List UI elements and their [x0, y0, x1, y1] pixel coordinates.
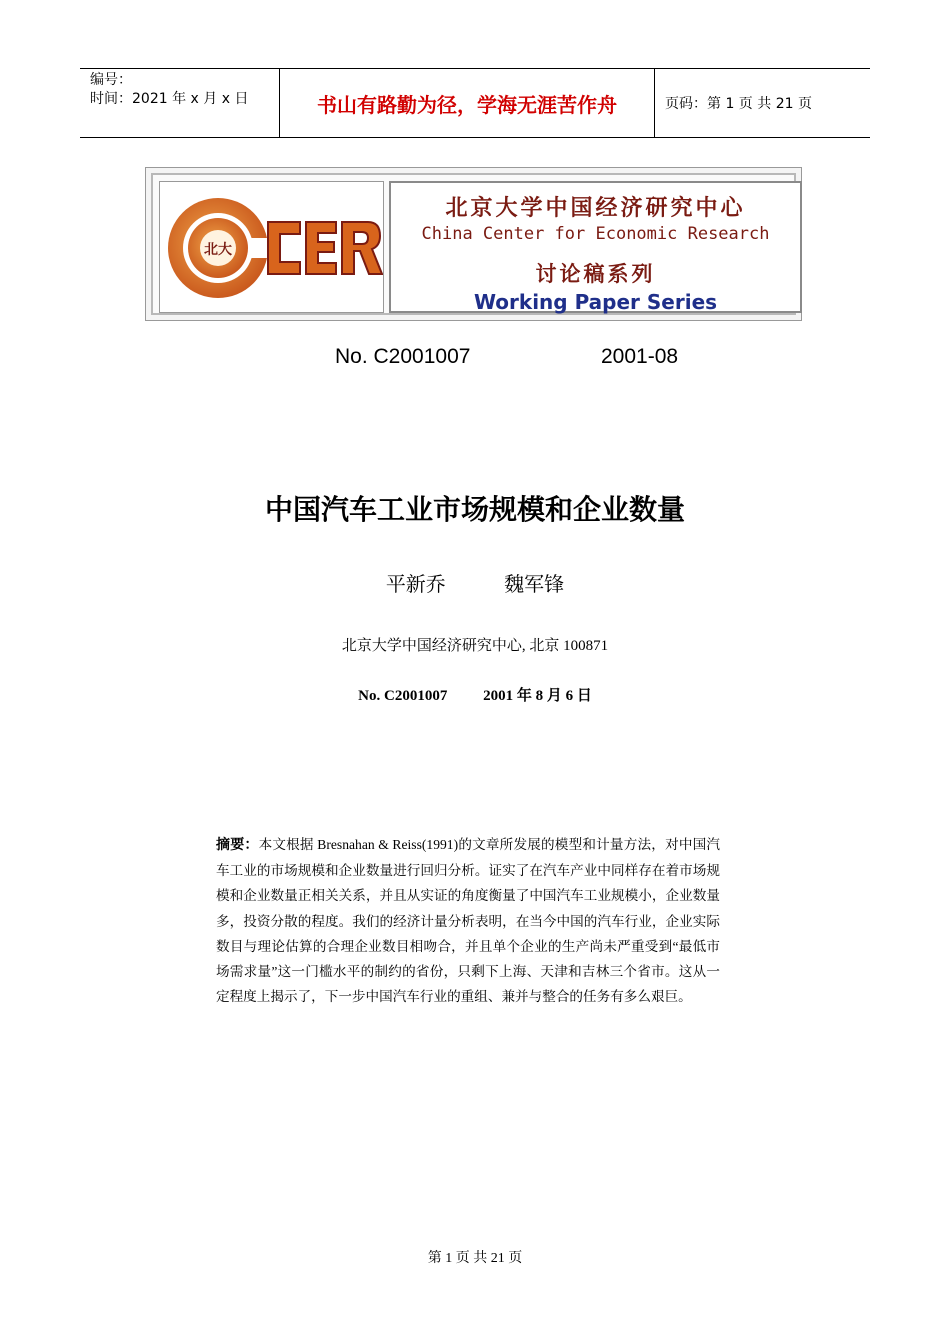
authors [0, 568, 950, 597]
center-name-en: China Center for Economic Research [421, 224, 770, 244]
abstract [216, 832, 720, 1009]
ccer-logo-graphic [160, 182, 383, 312]
author-2: 魏军锋 [504, 572, 565, 596]
banner-frame [151, 173, 796, 315]
seal-text: 北大 [204, 242, 232, 258]
ccer-logo [159, 181, 384, 313]
page-info-cell [655, 69, 870, 137]
paper-date-short: 2001-08 [601, 345, 679, 368]
dateline [0, 684, 950, 705]
paper-title: 中国汽车工业市场规模和企业数量 [264, 493, 685, 526]
affiliation: 北京大学中国经济研究中心, 北京 100871 [341, 638, 609, 654]
page-footer: 第 1 页 共 21 页 [427, 1251, 523, 1266]
motto-cell [280, 69, 655, 137]
header-meta-cell [80, 69, 280, 137]
series-name-cn: 讨论稿系列 [535, 262, 656, 286]
abstract-label: 摘要： [216, 837, 259, 853]
dateline-date: 2001 年 8 月 6 日 [483, 688, 592, 704]
center-name-cn: 北京大学中国经济研究中心 [445, 196, 746, 221]
paper-number: No. C2001007 [335, 345, 471, 368]
motto-text: 书山有路勤为径，学海无涯苦作舟 [317, 92, 617, 117]
time-label: 时间：2021 年 x 月 x 日 [90, 91, 249, 107]
page-info-text: 页码：第 1 页 共 21 页 [665, 96, 812, 112]
document-header-table [80, 68, 870, 138]
dateline-number: No. C2001007 [358, 688, 448, 704]
series-name-en: Working Paper Series [473, 290, 718, 314]
abstract-text: 本文根据 Bresnahan & Reiss(1991)的文章所发展的模型和计量方法，对中国汽车工业的市场规模和企业数量进行回归分析。证实了在汽车产业中同样存在着市场规模和企业数量正相关关系，并且从实证的角度衡量了中国汽车工业规模小，企业数量多，投资分散的程度。我们的经济计量分析表明，在当今中国的汽车行业，企业实际数目与理论估算的合理企业数目相吻合，并且单个企业的生产尚未严重受到“最低市场需求量”这一门槛水平的制约的省份，只剩下上海、天津和吉林三个省市。这从一定程度上揭示了，下一步中国汽车行业的重组、兼并与整合的任务有多么艰巨。 [216, 837, 721, 1005]
ccer-title-box [389, 181, 802, 313]
author-1: 平新乔 [385, 572, 446, 596]
ccer-banner [145, 167, 802, 321]
number-label: 编号： [90, 72, 132, 88]
